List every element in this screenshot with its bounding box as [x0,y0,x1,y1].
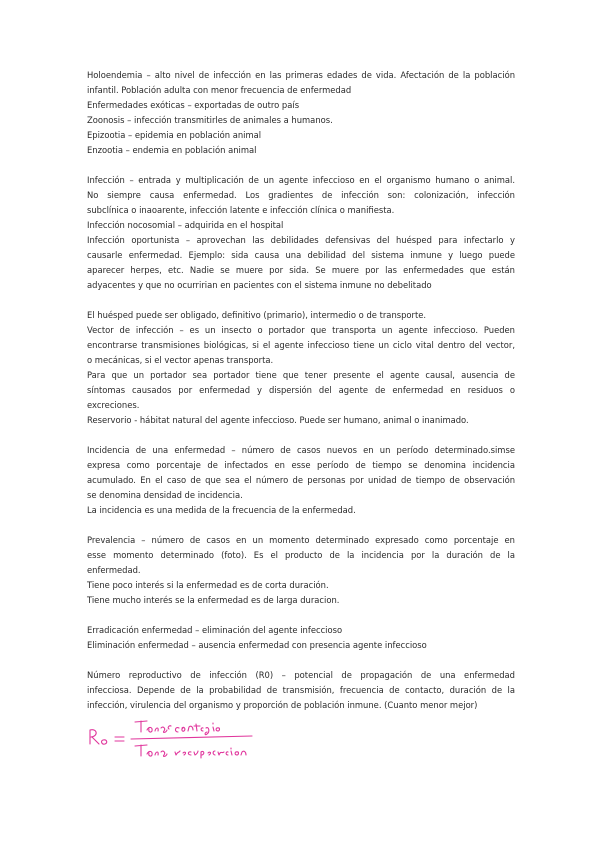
text-line: Número reproductivo de infección (R0) – potencial de propagación de una enfermedad [87,670,515,680]
text-line: Eliminación enfermedad – ausencia enfermedad con presencia agente infeccioso [87,640,427,650]
text-line: Enzootia – endemia en población animal [87,145,257,155]
text-line: Reservorio - hábitat natural del agente infeccioso. Puede ser humano, animal o inanimado. [87,415,469,425]
text-line: La incidencia es una medida de la frecuencia de la enfermedad. [87,505,356,515]
text-line: aparecer herpes, etc. Nadie se muere por sida. Se muere por las enfermedades que están [87,265,515,275]
text-line: Tiene mucho interés se la enfermedad es de larga duracion. [87,595,340,605]
paragraph [87,533,515,608]
text-line: enfermedad. [87,565,141,575]
text-line: excreciones. [87,400,140,410]
text-line: infantil. Población adulta con menor frecuencia de enfermedad [87,85,352,95]
formula-ink [90,721,252,758]
text-line: Infección nocosomial – adquirida en el hospital [87,220,284,230]
formula-denominator-stroke [135,745,246,758]
text-line: Tiene poco interés si la enfermedad es de corta duración. [87,580,329,590]
text-line: infecciosa. Depende de la probabilidad de transmisión, frecuencia de contacto, duración de la [87,685,515,695]
text-line: o mecánicas, si el vector apenas transporta. [87,355,274,365]
paragraph [87,443,515,518]
text-line: Enfermedades exóticas – exportadas de outro país [87,100,300,110]
text-line: se denomina densidad de incidencia. [87,490,243,500]
text-line: encontrarse transmisiones biológicas, si el agente infeccioso tiene un ciclo vital dentro del vector, [87,340,515,350]
text-line: causarle enfermedad. Ejemplo: sida causa una debilidad del sistema inmune y luego puede [87,250,515,260]
formula-numerator-stroke [135,721,220,735]
formula-fraction-bar [131,736,252,739]
text-line: Infección – entrada y multiplicación de un agente infeccioso en el organismo humano o animal. [87,175,515,185]
formula-lhs-stroke [102,740,107,744]
text-line: Erradicación enfermedad – eliminación del agente infeccioso [87,625,343,635]
text-line: Zoonosis – infección transmitirles de animales a humanos. [87,115,333,125]
text-line: adyacentes y que no ocurririan en pacientes con el sistema inmune no debelitado [87,280,432,290]
paragraph [87,173,515,293]
text-line: expresa como porcentaje de infectados en esse período de tiempo se denomina incidencia [87,460,515,470]
text-line: infección, virulencia del organismo y proporción de población inmune. (Cuanto menor mejor) [87,700,478,710]
text-line: Holoendemia – alto nivel de infección en las primeras edades de vida. Afectación de la población [87,70,515,80]
paragraph [87,668,515,713]
text-line: Infección oportunista – aprovechan las debilidades defensivas del huésped para infectarlo y [87,235,515,245]
text-line: esse momento determinado (foto). Es el producto de la incidencia por la duración de la [87,550,515,560]
handwritten-formula [87,710,287,760]
text-line: acumulado. En el caso de que sea el número de personas por unidad de tiempo de observación [87,475,515,485]
text-line: Para que un portador sea portador tiene que tener presente el agente causal, ausencia de [87,370,515,380]
paragraph [87,623,515,653]
text-line: No siempre causa enfermedad. Los gradientes de infección son: colonización, infección [87,190,515,200]
text-line: Incidencia de una enfermedad – número de casos nuevos en un período determinado.simse [87,445,515,455]
text-line: Prevalencia – número de casos en un momento determinado expresado como porcentaje en [87,535,515,545]
paragraph [87,308,515,428]
text-line: El huésped puede ser obligado, definitivo (primario), intermedio o de transporte. [87,310,427,320]
document-body [87,68,515,728]
text-line: Epizootia – epidemia en población animal [87,130,262,140]
formula-equals [115,737,124,741]
formula-lhs-stroke [90,730,99,744]
text-line: subclínica o inaoarente, infección latente e infección clínica o manifiesta. [87,205,395,215]
text-line: Vector de infección – es un insecto o portador que transporta un agente infeccioso. Pueden [87,325,515,335]
text-line: síntomas causados por enfermedad y dispersión del agente de enfermedad en residuos o [87,385,515,395]
paragraph [87,68,515,158]
